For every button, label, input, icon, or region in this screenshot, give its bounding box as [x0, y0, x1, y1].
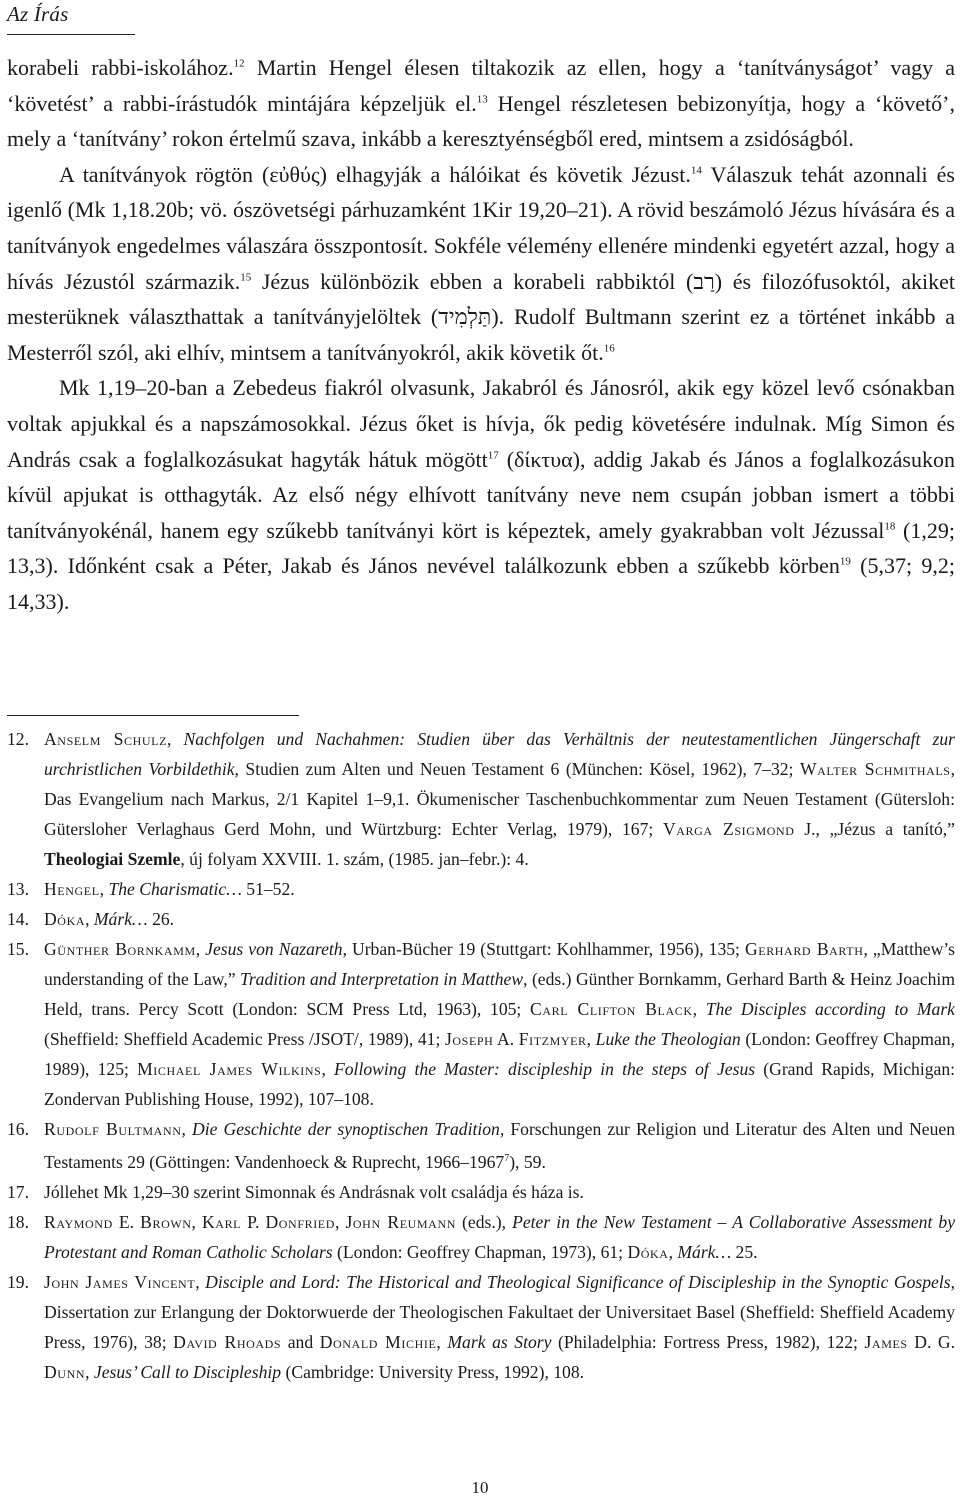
- footnote-text: [44, 729, 955, 869]
- footnote-item: [7, 874, 955, 904]
- work-title: Die Geschichte der synoptischen Tradition: [192, 1119, 500, 1139]
- footnote-item: [7, 904, 955, 934]
- author-name: Walter Schmithals: [799, 759, 951, 779]
- citation-text: , Dissertation zur Erlangung der Doktorwuerde der Theologischen Fakultaet der Universitaet Basel (Sheffield: Sheffield Academy Press, 1976), 38;: [44, 1271, 955, 1352]
- author-name: Günther Bornkamm: [44, 939, 196, 959]
- author-name: Rudolf Bultmann: [44, 1119, 182, 1139]
- author-name: David Rhoads: [173, 1331, 282, 1352]
- footnote-item: [7, 724, 955, 874]
- footnote-ref-17[interactable]: 17: [487, 449, 499, 462]
- author-name: Donfried: [265, 1211, 335, 1232]
- footnote-item: [7, 1177, 955, 1207]
- work-title: Mark as Story: [447, 1331, 552, 1352]
- footnote-rule: [7, 715, 299, 716]
- citation-text: 7: [504, 1153, 510, 1164]
- citation-text: (Philadelphia: Fortress Press, 1982), 122;: [551, 1331, 865, 1352]
- paragraph-text: korabeli rabbi-iskolához.: [7, 55, 234, 80]
- paragraph-text: Martin Hengel élesen tiltakozik az ellen, hogy a ‘tanítványságot’ vagy a ‘követést’ a rabbi-írástudók mintájára képzeljük el.: [7, 55, 955, 116]
- author-name: Dóka: [44, 909, 86, 929]
- footnote-number: 19.: [7, 1271, 29, 1292]
- work-title: Nachfolgen und Nachahmen: Studien über das Verhältnis der neutestamentlichen Jüngerschaft zur urchristlichen Vorbildethik: [44, 729, 955, 779]
- author-name: John Reumann: [345, 1211, 456, 1232]
- work-title: Jesus’ Call to Discipleship: [93, 1361, 282, 1382]
- author-name: Anselm Schulz: [44, 729, 168, 749]
- citation-text: D. G.: [907, 1331, 956, 1352]
- footnotes-section: [7, 724, 955, 1387]
- citation-text: ,: [692, 999, 706, 1019]
- citation-text: ,: [436, 1331, 448, 1352]
- footnote-ref-13[interactable]: 13: [476, 93, 488, 106]
- author-name: Donald Michie: [319, 1331, 437, 1352]
- footnote-ref-16[interactable]: 16: [603, 342, 615, 355]
- citation-text: Theologiai Szemle: [44, 849, 181, 869]
- work-title: The Disciples according to Mark: [705, 999, 955, 1019]
- author-name: Varga Zsigmond: [662, 819, 795, 839]
- paragraph-2: [7, 157, 955, 371]
- paragraph-3: [7, 370, 955, 619]
- work-title: Luke the Theologian: [595, 1029, 741, 1049]
- paragraph-text: (δίκτυα), addig Jakab és János a foglalkozásukon kívül apjukat is otthagyták. Az első négy elhívott tanítvány neve nem csupán jobban ismert a többi tanítványokénál, hanem egy szűkebb tanítványi kört is képeztek, amely gyakrabban volt Jézussal: [7, 446, 955, 543]
- author-name: Dunn: [44, 1361, 86, 1382]
- citation-text: ,: [99, 879, 109, 899]
- citation-text: ), 59.: [509, 1151, 546, 1172]
- footnote-number: 13.: [7, 879, 29, 899]
- paragraph-text: (5,37; 9,2; 14,33).: [7, 553, 955, 614]
- footnote-text: [44, 909, 174, 929]
- footnote-text: [44, 879, 295, 899]
- main-text: [7, 50, 955, 620]
- citation-text: ,: [85, 909, 94, 929]
- paragraph-text: Hengel részletesen bebizonyítja, hogy a ‘követő’, mely a ‘tanítvány’ rokon értelmű szava, inkább a keresztyénségből ered, mintsem a zsidóságból.: [7, 90, 955, 152]
- paragraph-text: Mk 1,19–20-ban a Zebedeus fiakról olvasunk, Jakabról és Jánosról, akik egy közel levő csónakban voltak apjukkal és a napszámosokkal. Jézus őket is hívja, ők pedig követésére indulnak. Míg Simon és András csak a foglalkozásukat hagyták hátuk mögött: [7, 375, 955, 472]
- citation-text: (eds.),: [455, 1211, 513, 1232]
- author-name: Fitzmyer: [518, 1029, 587, 1049]
- citation-text: , Studien zum Alten und Neuen Testament 6 (München: Kösel, 1962), 7–32;: [234, 759, 800, 779]
- footnote-number: 18.: [7, 1211, 29, 1232]
- citation-text: A.: [493, 1029, 519, 1049]
- citation-text: (Sheffield: Sheffield Academic Press /JSOT/, 1989), 41;: [44, 1029, 445, 1049]
- citation-text: , (eds.) Günther Bornkamm, Gerhard Barth & Heinz Joachim Held, trans. Percy Scott (London: SCM Press Ltd, 1963), 105;: [44, 969, 956, 1019]
- citation-text: ,: [181, 1119, 192, 1139]
- citation-text: Jóllehet Mk 1,29–30 szerint Simonnak és Andrásnak volt családja és háza is.: [44, 1181, 584, 1202]
- footnote-number: 15.: [7, 939, 29, 959]
- footnote-ref-12[interactable]: 12: [233, 57, 245, 70]
- citation-text: P.: [241, 1211, 266, 1232]
- author-name: Gerhard Barth: [744, 939, 864, 959]
- author-name: Carl Clifton Black: [530, 999, 693, 1019]
- work-title: Following the Master: discipleship in the steps of Jesus: [334, 1059, 756, 1079]
- author-name: Michael James Wilkins: [137, 1059, 322, 1079]
- citation-text: (Grand Rapids, Michigan: Zondervan Publishing House, 1992), 107–108.: [44, 1059, 956, 1109]
- footnote-text: [44, 1272, 955, 1382]
- footnote-item: [7, 934, 955, 1114]
- paragraph-text: Válaszuk tehát azonnali és igenlő (Mk 1,18.20b; vö. ószövetségi párhuzamként 1Kir 19,20–21). A rövid beszámoló Jézus hívására és a tanítványok engedelmes válaszára összpontosít. Sokféle vélemény ellenére mindenki egyetért azzal, hogy a hívás Jézustól származik.: [7, 161, 955, 294]
- citation-text: J., „Jézus a tanító,”: [794, 819, 955, 839]
- footnote-ref-14[interactable]: 14: [690, 164, 702, 177]
- author-name: Brown: [140, 1211, 192, 1232]
- work-title: Peter in the New Testament – A Collaborative Assessment by Protestant and Roman Catholic Scholars: [44, 1211, 956, 1262]
- work-title: Jesus von Nazareth: [205, 939, 343, 959]
- author-name: John James Vincent: [44, 1271, 196, 1292]
- author-name: James: [864, 1331, 908, 1352]
- work-title: Márk…: [93, 909, 148, 929]
- citation-text: , Forschungen zur Religion und Literatur des Alten und Neuen Testaments 29 (Göttingen: Vandenhoeck & Ruprecht, 1966–1967: [44, 1119, 956, 1172]
- citation-text: 51–52.: [241, 879, 295, 899]
- citation-text: ,: [195, 1271, 206, 1292]
- footnote-ref-19[interactable]: 19: [839, 555, 851, 568]
- citation-text: (London: Geoffrey Chapman, 1973), 61;: [332, 1241, 628, 1262]
- citation-text: , Das Evangelium nach Markus, 2/1 Kapitel 1–9,1. Ökumenischer Taschenbuchkommentar zum Neuen Testament (Gütersloh: Gütersloher Verlaghaus Gerd Mohn, und Würtzburg: Echter Verlag, 1979), 167;: [44, 759, 955, 839]
- footnote-text: [44, 1119, 955, 1172]
- paragraph-1: [7, 50, 955, 157]
- author-name: Raymond: [44, 1211, 113, 1232]
- paragraph-text: A tanítványok rögtön (εὐθύς) elhagyják a hálóikat és követik Jézust.: [59, 161, 691, 187]
- citation-text: , Urban-Bücher 19 (Stuttgart: Kohlhammer, 1956), 135;: [342, 939, 745, 959]
- footnote-ref-18[interactable]: 18: [884, 520, 896, 533]
- citation-text: ,: [191, 1211, 202, 1232]
- citation-text: 26.: [147, 909, 175, 929]
- footnote-number: 17.: [7, 1181, 29, 1202]
- running-header: Az Írás: [7, 2, 69, 26]
- paragraph-text: (1,29; 13,3). Időnként csak a Péter, Jakab és János nevével találkozunk ebben a szűkebb körben: [7, 517, 955, 579]
- citation-text: (Cambridge: University Press, 1992), 108.: [281, 1361, 585, 1382]
- citation-text: ,: [195, 939, 206, 959]
- footnote-ref-15[interactable]: 15: [240, 271, 252, 284]
- work-title: Disciple and Lord: The Historical and Theological Significance of Discipleship in the Synoptic Gospels: [205, 1271, 951, 1292]
- page-number: 10: [471, 1478, 489, 1497]
- work-title: The Charismatic…: [108, 879, 242, 899]
- footnote-number: 12.: [7, 729, 29, 749]
- citation-text: ,: [586, 1029, 596, 1049]
- author-name: Karl: [202, 1211, 242, 1232]
- paragraph-text: Jézus különbözik ebben a korabeli rabbiktól (רַב) és filozófusoktól, akiket mesterüknek választhattak a tanítványjelöltek (תַּלְמִיד). Rudolf Bultmann szerint ez a történet inkább a Mesterről szól, aki elhív, mintsem a tanítványokról, akik követik őt.: [7, 268, 955, 365]
- citation-text: ,: [85, 1361, 94, 1382]
- citation-text: ,: [321, 1059, 335, 1079]
- footnote-text: [44, 1182, 584, 1202]
- citation-text: ,: [167, 729, 184, 749]
- footnote-number: 14.: [7, 909, 29, 929]
- citation-text: ,: [668, 1241, 678, 1262]
- citation-text: 25.: [731, 1241, 758, 1262]
- author-name: Dóka: [627, 1241, 669, 1262]
- work-title: Tradition and Interpretation in Matthew: [240, 969, 524, 989]
- citation-text: (London: Geoffrey Chapman, 1989), 125;: [44, 1029, 955, 1079]
- citation-text: ,: [335, 1211, 346, 1232]
- footnote-text: [44, 939, 955, 1109]
- citation-text: , „Matthew’s understanding of the Law,”: [44, 939, 956, 989]
- author-name: Hengel: [44, 879, 100, 899]
- citation-text: , új folyam XXVIII. 1. szám, (1985. jan–febr.): 4.: [180, 849, 529, 869]
- author-name: Joseph: [444, 1029, 494, 1049]
- footnote-item: [7, 1267, 955, 1387]
- citation-text: and: [281, 1331, 320, 1352]
- footnote-number: 16.: [7, 1119, 29, 1139]
- citation-text: E.: [112, 1211, 141, 1232]
- footnote-item: [7, 1207, 955, 1267]
- header-rule: [7, 34, 135, 35]
- footnote-item: [7, 1114, 955, 1177]
- footnote-text: [44, 1212, 955, 1262]
- work-title: Márk…: [677, 1241, 732, 1262]
